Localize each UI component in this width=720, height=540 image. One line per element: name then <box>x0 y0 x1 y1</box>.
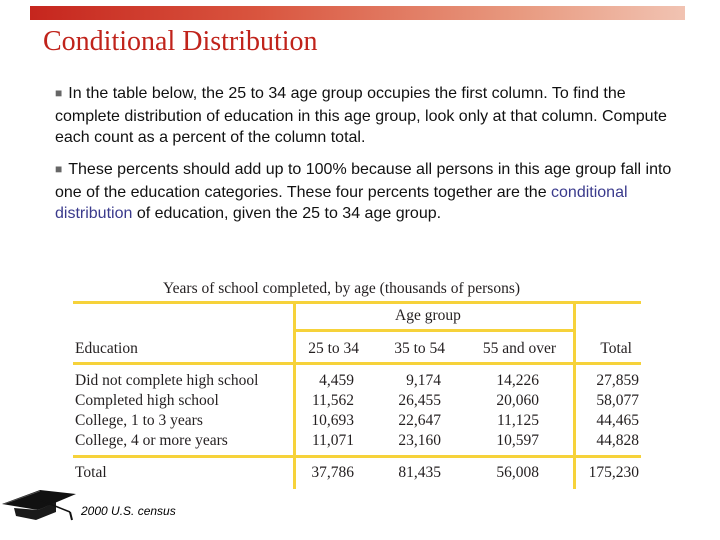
column-header: 25 to 34 <box>308 340 359 357</box>
age-group-header: Age group <box>395 307 461 324</box>
header-bottom-rule <box>73 362 641 365</box>
group-header-rule <box>296 329 573 332</box>
table-cell: 9,174 <box>406 372 441 389</box>
column-header: Education <box>75 340 138 357</box>
table-cell: 11,562 <box>311 392 354 409</box>
table-cell: 10,597 <box>496 432 539 449</box>
total-cell: 56,008 <box>496 464 539 481</box>
table-cell: 14,226 <box>496 372 539 389</box>
row-label: Completed high school <box>75 392 219 409</box>
table-cell: 58,077 <box>596 392 639 409</box>
bullet-2-highlight-term: conditional distribution <box>55 183 628 222</box>
table-rule-vertical <box>573 301 576 489</box>
bullet-paragraph-2 <box>55 159 685 225</box>
total-row-label: Total <box>75 464 107 481</box>
bullet-marker-icon: ■ <box>55 162 63 176</box>
row-label: College, 4 or more years <box>75 432 228 449</box>
column-header: 55 and over <box>482 340 556 357</box>
total-top-rule <box>73 455 641 458</box>
table-cell: 44,828 <box>596 432 639 449</box>
two-way-table <box>73 272 641 494</box>
table-top-rule <box>73 301 641 304</box>
table-cell: 4,459 <box>319 372 354 389</box>
bullet-paragraph-1 <box>55 83 685 149</box>
total-cell: 175,230 <box>588 464 639 481</box>
source-note: 2000 U.S. census <box>81 504 176 518</box>
table-cell: 27,859 <box>596 372 639 389</box>
title-accent-bar <box>30 6 685 20</box>
graduation-cap-icon <box>0 482 78 522</box>
table-caption: Years of school completed, by age (thousands of persons) <box>163 280 521 297</box>
table-cell: 10,693 <box>311 412 354 429</box>
row-label: Did not complete high school <box>75 372 259 389</box>
column-header: 35 to 54 <box>394 340 445 357</box>
bullet-marker-icon: ■ <box>55 86 63 100</box>
slide-title: Conditional Distribution <box>43 26 318 57</box>
row-label: College, 1 to 3 years <box>75 412 203 429</box>
table-cell: 26,455 <box>398 392 441 409</box>
bullet-2-text-after: of education, given the 25 to 34 age group. <box>132 205 442 222</box>
bullet-2-text-before: These percents should add up to 100% because all persons in this age group fall into one of the education categories. These four percents together are the <box>55 161 672 201</box>
column-header: Total <box>600 340 632 357</box>
table-cell: 23,160 <box>398 432 441 449</box>
table-cell: 11,071 <box>311 432 354 449</box>
total-cell: 37,786 <box>311 464 354 481</box>
total-cell: 81,435 <box>398 464 441 481</box>
table-cell: 44,465 <box>596 412 639 429</box>
table-cell: 22,647 <box>398 412 441 429</box>
bullet-1-text: In the table below, the 25 to 34 age group occupies the first column. To find the complete distribution of education in this age group, look only at that column. Compute each count as a percent of the column total. <box>55 85 667 146</box>
table-cell: 20,060 <box>496 392 539 409</box>
table-cell: 11,125 <box>496 412 539 429</box>
